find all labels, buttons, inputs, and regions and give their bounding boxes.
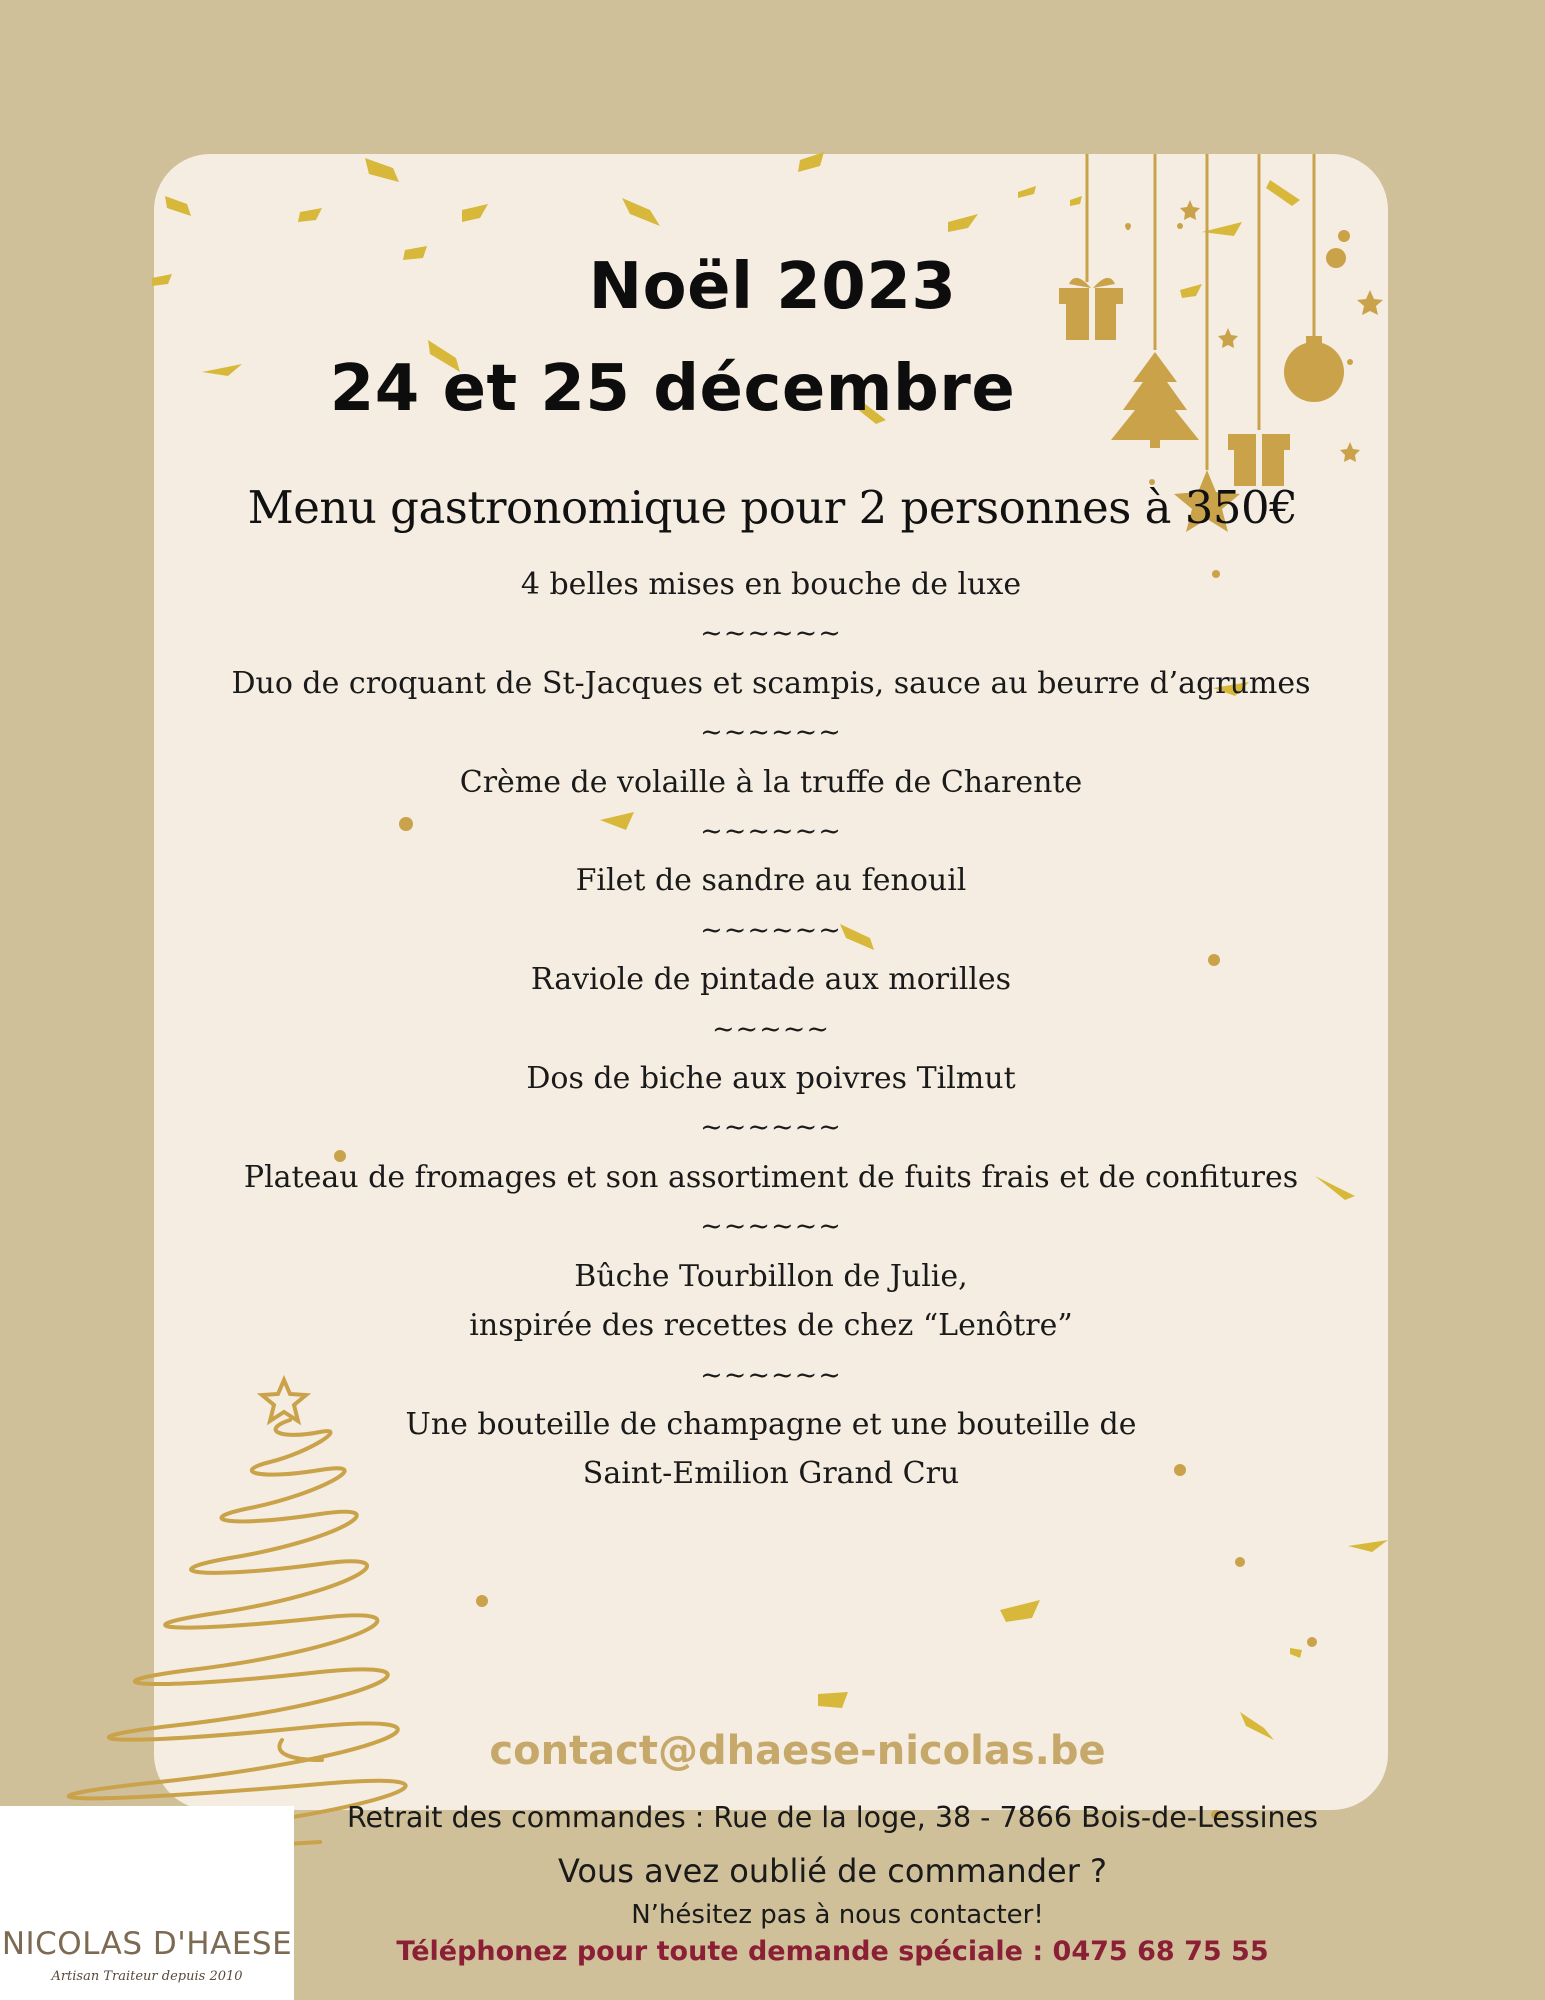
menu-separator: ~~~~~~	[700, 1112, 842, 1144]
menu-item: Bûche Tourbillon de Julie,	[574, 1258, 968, 1294]
logo-tagline: Artisan Traiteur depuis 2010	[51, 1969, 243, 1984]
menu-subtitle: Menu gastronomique pour 2 personnes à 350€	[247, 481, 1298, 534]
pickup-address: Retrait des commandes : Rue de la loge, 38 - 7866 Bois-de-Lessines	[346, 1801, 1319, 1834]
menu-item: Saint-Emilion Grand Cru	[582, 1456, 960, 1492]
menu-separator: ~~~~~~	[700, 816, 842, 848]
menu-list	[154, 560, 1388, 1499]
menu-separator: ~~~~~~	[700, 717, 842, 749]
menu-item: Une bouteille de champagne et une bouteille de	[405, 1406, 1137, 1442]
event-dates: 24 et 25 décembre	[329, 352, 1016, 426]
page-title: Noël 2023	[588, 250, 957, 324]
menu-item: Duo de croquant de St-Jacques et scampis, sauce au beurre d’agrumes	[231, 665, 1311, 701]
menu-item: Raviole de pintade aux morilles	[530, 962, 1012, 998]
logo-name: NICOLAS D'HAESE	[1, 1926, 293, 1962]
phone-callout[interactable]: Téléphonez pour toute demande spéciale : 0475 68 75 55	[396, 1936, 1269, 1967]
menu-separator: ~~~~~~	[700, 1211, 842, 1243]
menu-item: 4 belles mises en bouche de luxe	[520, 567, 1022, 602]
forgot-order-text: Vous avez oublié de commander ?	[557, 1852, 1107, 1890]
menu-item: Filet de sandre au fenouil	[575, 863, 967, 899]
menu-item: Dos de biche aux poivres Tilmut	[526, 1061, 1016, 1097]
menu-separator: ~~~~~~	[700, 1359, 842, 1391]
gift-icon	[1228, 434, 1290, 486]
logo	[0, 1806, 294, 2000]
menu-separator: ~~~~~~	[700, 914, 842, 946]
menu-separator: ~~~~~	[711, 1013, 831, 1045]
menu-item: Crème de volaille à la truffe de Charente	[459, 764, 1083, 800]
menu-separator: ~~~~~~	[700, 618, 842, 650]
contact-invite: N’hésitez pas à nous contacter!	[631, 1900, 1044, 1930]
menu-item: inspirée des recettes de chez “Lenôtre”	[469, 1308, 1073, 1344]
contact-email[interactable]: contact@dhaese-nicolas.be	[489, 1728, 1106, 1774]
menu-item: Plateau de fromages et son assortiment de fuits frais et de confitures	[243, 1159, 1299, 1195]
